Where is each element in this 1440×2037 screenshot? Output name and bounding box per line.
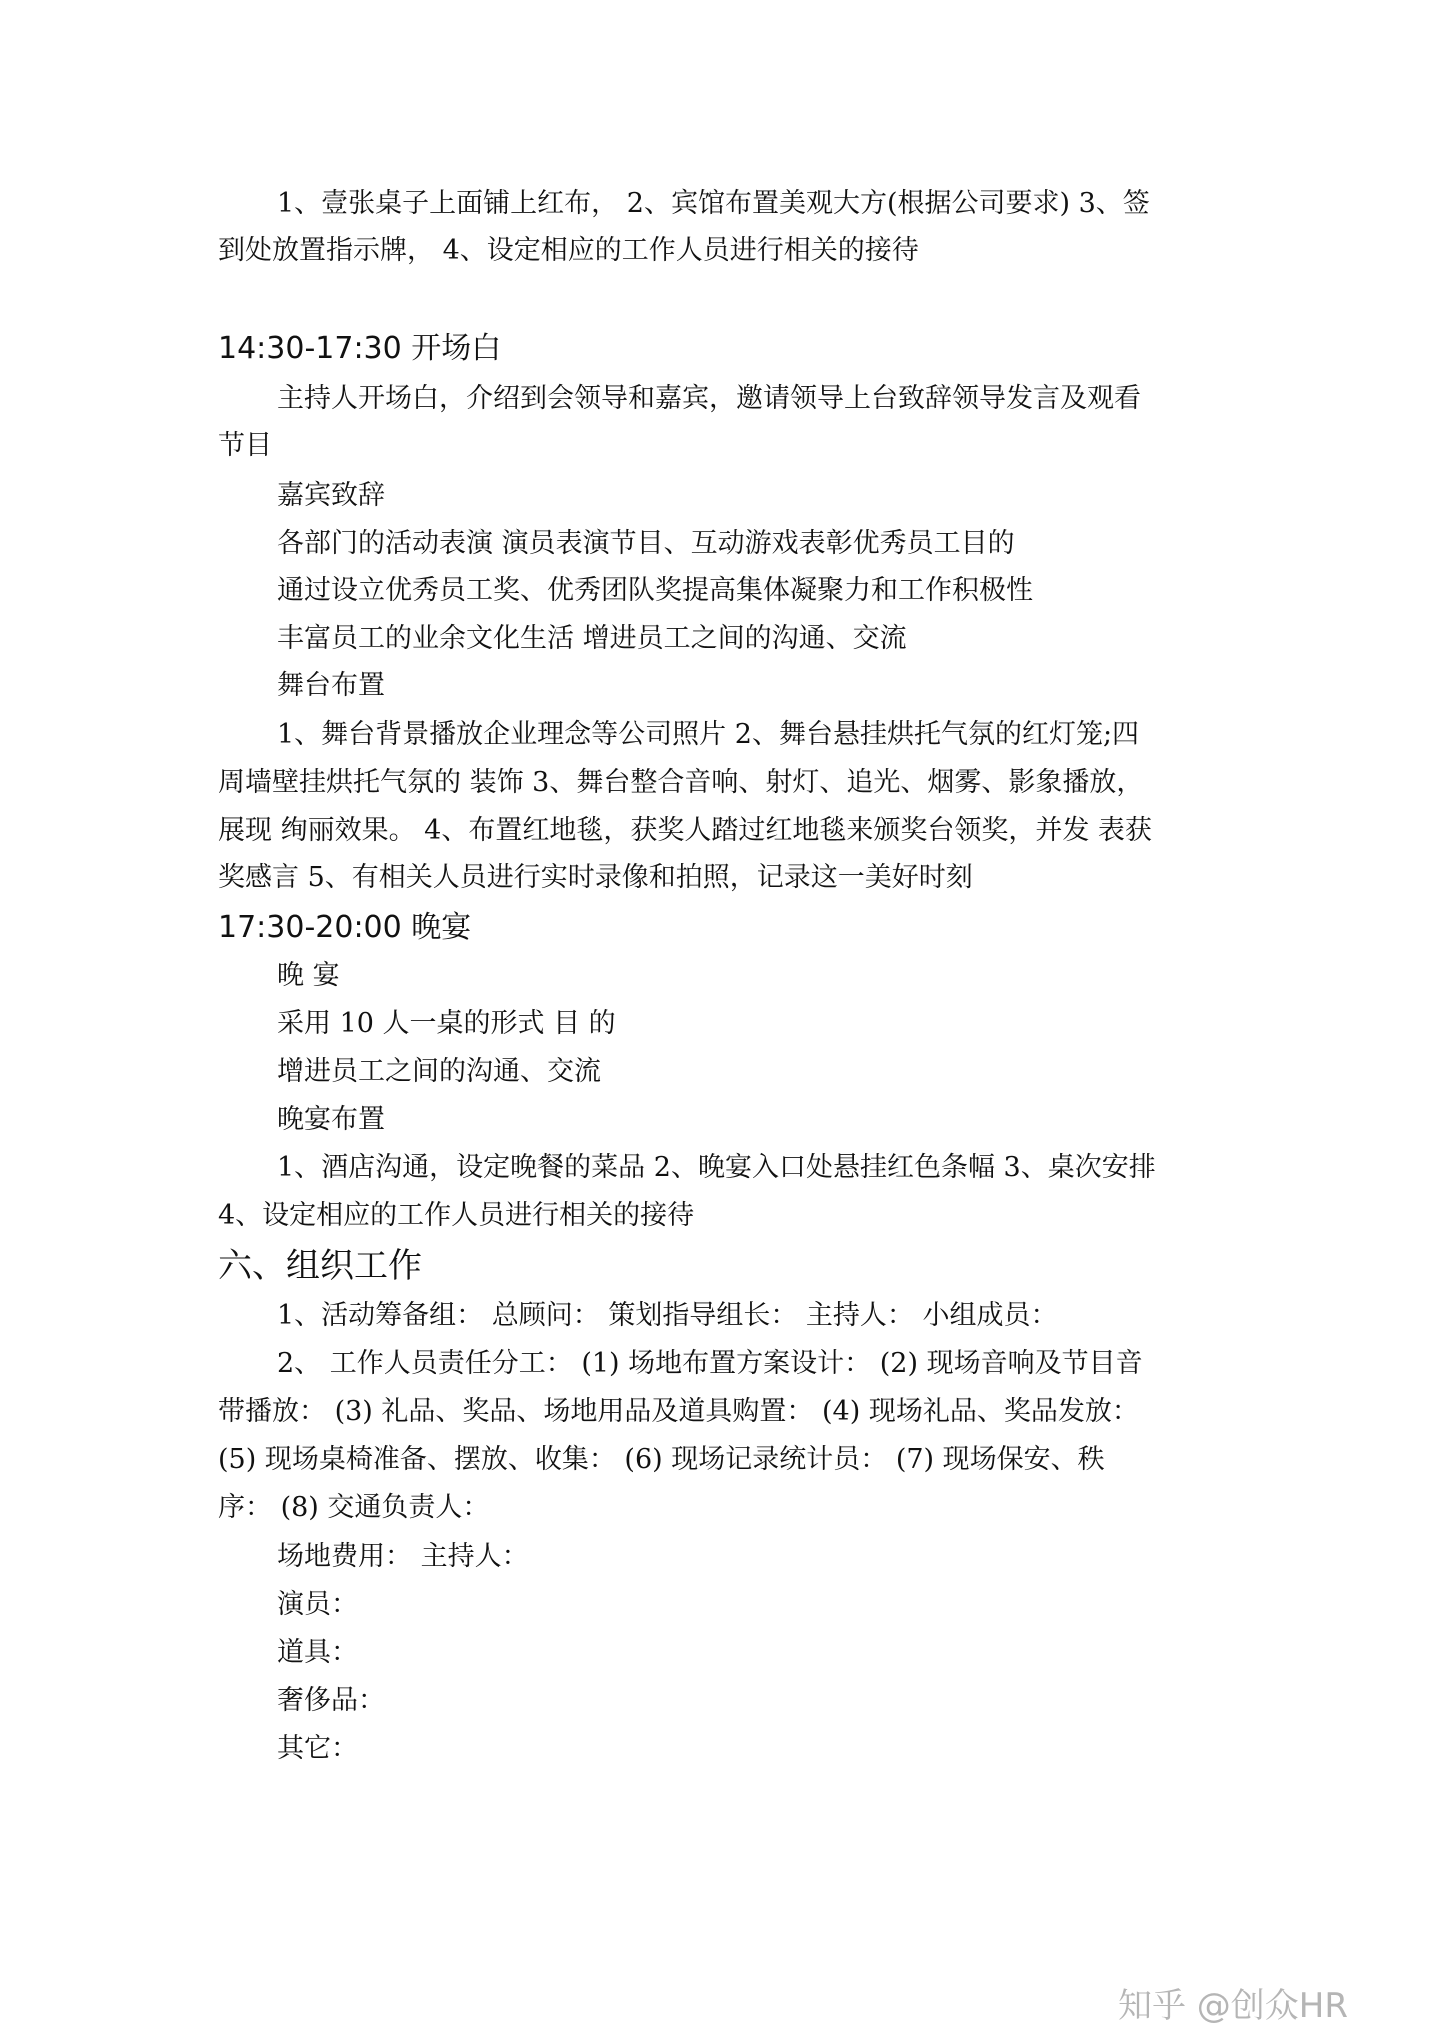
setup-text-line-1: 1、壹张桌子上面铺上红布， 2、宾馆布置美观大方(根据公司要求) 3、签 xyxy=(277,188,1150,219)
zhihu-watermark: 知乎 @创众HR xyxy=(1118,1986,1348,2026)
other-line: 其它： xyxy=(277,1733,358,1764)
host-intro-line-1: 主持人开场白，介绍到会领导和嘉宾，邀请领导上台致辞领导发言及观看 xyxy=(277,383,1141,414)
venue-fee-line: 场地费用： 主持人： xyxy=(277,1541,529,1572)
setup-text-line-2: 到处放置指示牌， 4、设定相应的工作人员进行相关的接待 xyxy=(218,235,919,266)
performers-line: 演员： xyxy=(277,1589,358,1620)
banquet-goal: 增进员工之间的沟通、交流 xyxy=(277,1056,601,1087)
committee-line: 1、活动筹备组： 总顾问： 策划指导组长： 主持人： 小组成员： xyxy=(277,1300,1058,1331)
duties-line-1: 2、 工作人员责任分工： (1) 场地布置方案设计： (2) 现场音响及节目音 xyxy=(277,1348,1143,1379)
stage-heading: 舞台布置 xyxy=(277,670,385,701)
organization-heading: 六、组织工作 xyxy=(218,1246,422,1286)
banquet-format: 采用 10 人一桌的形式 目 的 xyxy=(277,1008,616,1039)
stage-text-line-1: 1、舞台背景播放企业理念等公司照片 2、舞台悬挂烘托气氛的红灯笼;四 xyxy=(277,719,1140,750)
department-activities: 各部门的活动表演 演员表演节目、互动游戏表彰优秀员工目的 xyxy=(277,528,1015,559)
duties-line-2: 带播放： (3) 礼品、奖品、场地用品及道具购置： (4) 现场礼品、奖品发放： xyxy=(218,1396,1139,1427)
stage-text-line-3: 展现 绚丽效果。 4、布置红地毯，获奖人踏过红地毯来颁奖台领奖，并发 表获 xyxy=(218,815,1152,846)
luxury-line: 奢侈品： xyxy=(277,1685,385,1716)
guest-speech: 嘉宾致辞 xyxy=(277,480,385,511)
opening-heading: 14:30-17:30 开场白 xyxy=(218,331,502,366)
banquet-layout-line-1: 1、酒店沟通，设定晚餐的菜品 2、晚宴入口处悬挂红色条幅 3、桌次安排 xyxy=(277,1152,1156,1183)
banquet-layout-line-2: 4、设定相应的工作人员进行相关的接待 xyxy=(218,1200,695,1231)
purpose-line-2: 丰富员工的业余文化生活 增进员工之间的沟通、交流 xyxy=(277,623,907,654)
duties-line-3: (5) 现场桌椅准备、摆放、收集： (6) 现场记录统计员： (7) 现场保安、秩 xyxy=(218,1444,1105,1475)
props-line: 道具： xyxy=(277,1637,358,1668)
stage-text-line-4: 奖感言 5、有相关人员进行实时录像和拍照，记录这一美好时刻 xyxy=(218,862,973,893)
duties-line-4: 序： (8) 交通负责人： xyxy=(218,1492,490,1523)
banquet-layout-heading: 晚宴布置 xyxy=(277,1104,385,1135)
host-intro-line-2: 节目 xyxy=(218,430,272,461)
stage-text-line-2: 周墙壁挂烘托气氛的 装饰 3、舞台整合音响、射灯、追光、烟雾、影象播放， xyxy=(218,767,1144,798)
purpose-line-1: 通过设立优秀员工奖、优秀团队奖提高集体凝聚力和工作积极性 xyxy=(277,575,1033,606)
banquet-heading: 17:30-20:00 晚宴 xyxy=(218,910,472,945)
banquet-title: 晚 宴 xyxy=(277,960,340,991)
